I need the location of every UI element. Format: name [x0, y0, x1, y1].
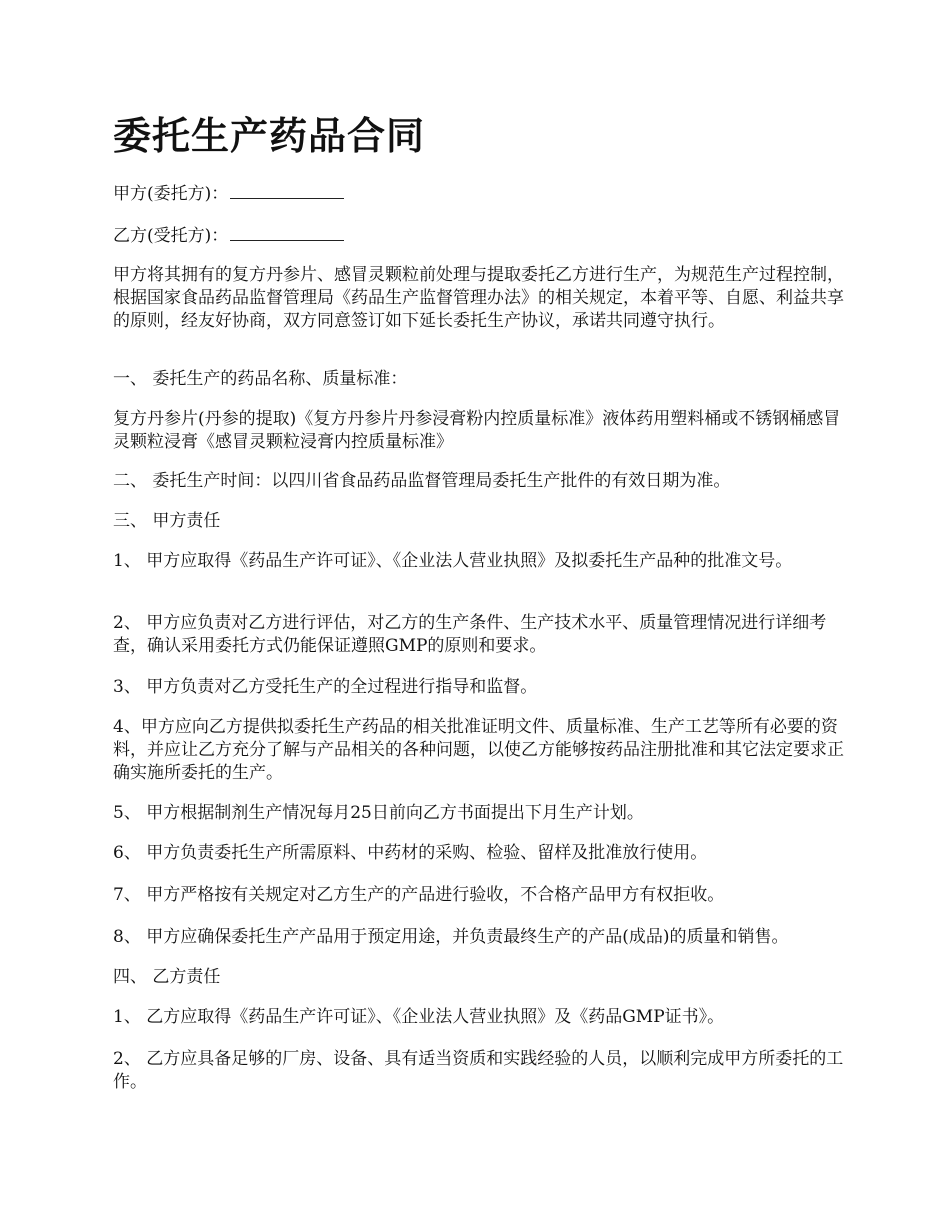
section1-body: 复方丹参片(丹参的提取)《复方丹参片丹参浸膏粉内控质量标准》液体药用塑料桶或不锈钢桶感冒灵颗粒浸膏《感冒灵颗粒浸膏内控质量标准》 [113, 409, 841, 452]
section3-item-7: 7、 甲方严格按有关规定对乙方生产的产品进行验收，不合格产品甲方有权拒收。 [113, 885, 725, 905]
section4-item-2: 2、 乙方应具备足够的厂房、设备、具有适当资质和实践经验的人员，以顺利完成甲方所委托的工作。 [113, 1049, 844, 1092]
section3-item-6: 6、 甲方负责委托生产所需原料、中药材的采购、检验、留样及批准放行使用。 [113, 843, 708, 863]
section4-heading: 四、 乙方责任 [113, 967, 221, 987]
section3-item-2: 2、 甲方应负责对乙方进行评估，对乙方的生产条件、生产技术水平、质量管理情况进行详细考查，确认采用委托方式仍能保证遵照GMP的原则和要求。 [113, 613, 827, 656]
section3-item-3: 3、 甲方负责对乙方受托生产的全过程进行指导和监督。 [113, 677, 538, 697]
section3-item-8: 8、 甲方应确保委托生产产品用于预定用途，并负责最终生产的产品(成品)的质量和销售。 [113, 927, 789, 947]
section3-item-1: 1、 甲方应取得《药品生产许可证》、《企业法人营业执照》及拟委托生产品种的批准文号。 [113, 551, 793, 571]
intro-paragraph: 甲方将其拥有的复方丹参片、感冒灵颗粒前处理与提取委托乙方进行生产，为规范生产过程控制，根据国家食品药品监督管理局《药品生产监督管理办法》的相关规定，本着平等、自愿、利益共享的原则，经友好协商，双方同意签订如下延长委托生产协议，承诺共同遵守执行。 [113, 265, 844, 331]
page-title: 委托生产药品合同 [113, 113, 426, 158]
section1-heading: 一、 委托生产的药品名称、质量标准： [113, 369, 408, 389]
section3-heading: 三、 甲方责任 [113, 511, 221, 531]
section2-paragraph: 二、 委托生产时间：以四川省食品药品监督管理局委托生产批件的有效日期为准。 [113, 471, 731, 491]
section4-item-1: 1、 乙方应取得《药品生产许可证》、《企业法人营业执照》及《药品GMP证书》。 [113, 1007, 725, 1027]
section3-item-4: 4、甲方应向乙方提供拟委托生产药品的相关批准证明文件、质量标准、生产工艺等所有必要的资料，并应让乙方充分了解与产品相关的各种问题，以使乙方能够按药品注册批准和其它法定要求正确实施所委托的生产。 [113, 717, 844, 783]
party-a-label: 甲方(委托方)： [113, 184, 229, 204]
party-a-blank [230, 182, 344, 199]
party-b-label: 乙方(受托方)： [113, 226, 229, 246]
party-b-blank [230, 224, 344, 241]
party-a-line [113, 182, 853, 206]
party-b-line [113, 224, 853, 248]
section3-item-5: 5、 甲方根据制剂生产情况每月25日前向乙方书面提出下月生产计划。 [113, 803, 644, 823]
